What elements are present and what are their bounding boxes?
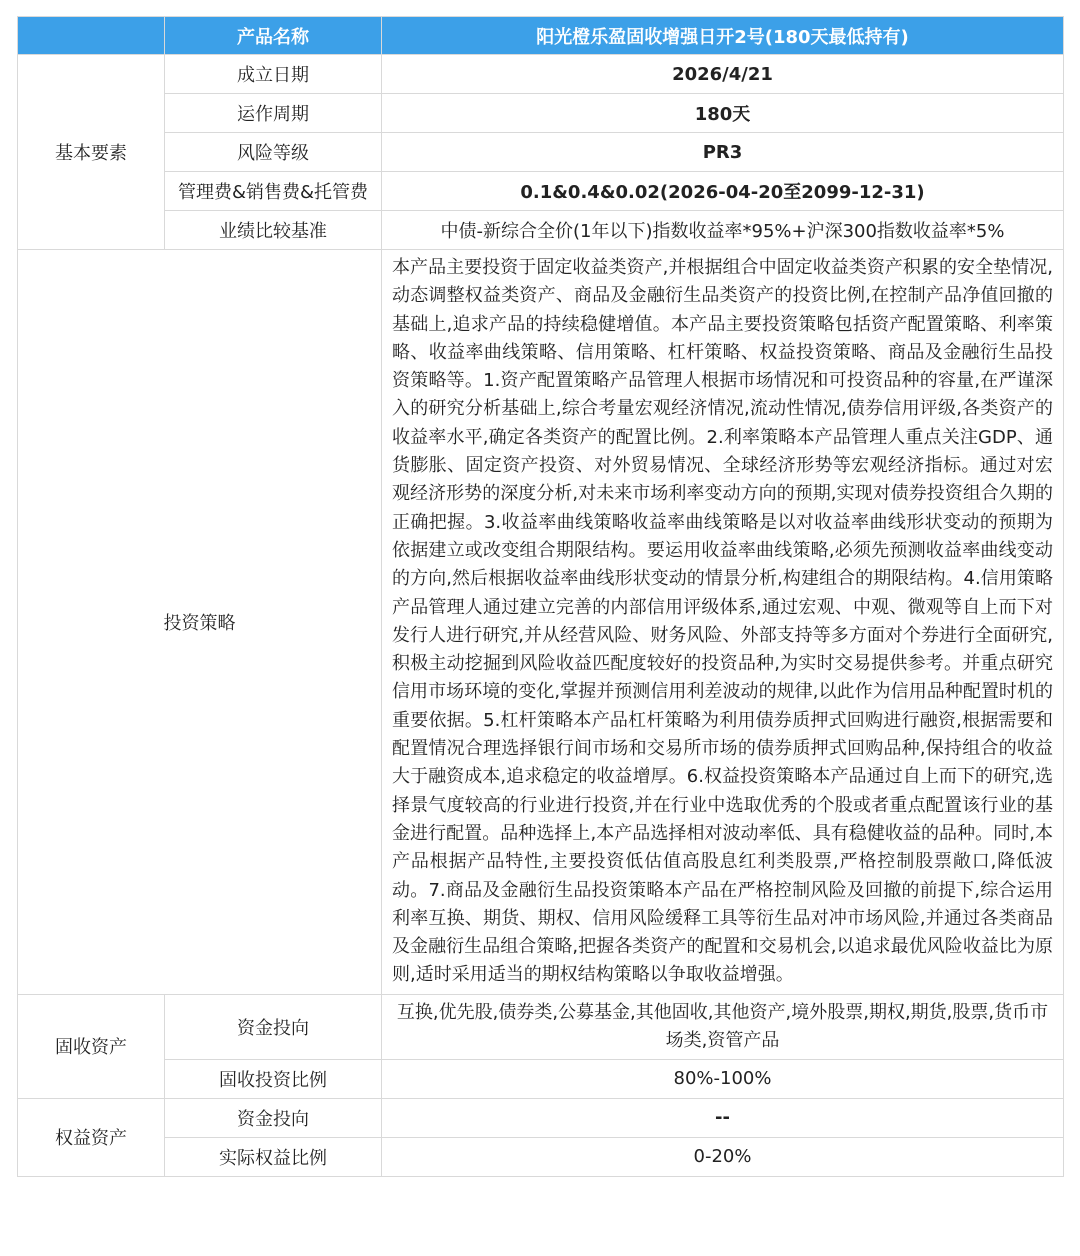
row-label: 业绩比较基准 [165, 211, 382, 250]
table-header-row [18, 17, 1064, 55]
row-value: 80%-100% [382, 1059, 1064, 1098]
table-row-strategy [18, 250, 1064, 995]
product-info-table [17, 16, 1064, 1177]
row-label: 实际权益比例 [165, 1137, 382, 1176]
row-label: 风险等级 [165, 133, 382, 172]
table-row [18, 55, 1064, 94]
group-equity-label: 权益资产 [18, 1098, 165, 1176]
group-fixed-income-label: 固收资产 [18, 994, 165, 1098]
group-basic-label: 基本要素 [18, 55, 165, 250]
row-label: 成立日期 [165, 55, 382, 94]
row-value: -- [382, 1098, 1064, 1137]
table-row [18, 94, 1064, 133]
row-value: 互换,优先股,债券类,公募基金,其他固收,其他资产,境外股票,期权,期货,股票,货币市场类,资管产品 [382, 994, 1064, 1059]
table-row [18, 1137, 1064, 1176]
row-value: 中债-新综合全价(1年以下)指数收益率*95%+沪深300指数收益率*5% [382, 211, 1064, 250]
row-label: 资金投向 [165, 1098, 382, 1137]
strategy-label: 投资策略 [18, 250, 382, 995]
table-row [18, 133, 1064, 172]
table-row [18, 172, 1064, 211]
row-value: 2026/4/21 [382, 55, 1064, 94]
header-product-name: 阳光橙乐盈固收增强日开2号(180天最低持有) [382, 17, 1064, 55]
row-label: 管理费&销售费&托管费 [165, 172, 382, 211]
strategy-text: 本产品主要投资于固定收益类资产,并根据组合中固定收益类资产积累的安全垫情况,动态调整权益类资产、商品及金融衍生品类资产的投资比例,在控制产品净值回撤的基础上,追求产品的持续稳健增值。本产品主要投资策略包括资产配置策略、利率策略、收益率曲线策略、信用策略、杠杆策略、权益投资策略、商品及金融衍生品投资策略等。1.资产配置策略产品管理人根据市场情况和可投资品种的容量,在严谨深入的研究分析基础上,综合考量宏观经济情况,流动性情况,债券信用评级,各类资产的收益率水平,确定各类资产的配置比例。2.利率策略本产品管理人重点关注GDP、通货膨胀、固定资产投资、对外贸易情况、全球经济形势等宏观经济指标。通过对宏观经济形势的深度分析,对未来市场利率变动方向的预期,实现对债券投资组合久期的正确把握。3.收益率曲线策略收益率曲线策略是以对收益率曲线形状变动的预期为依据建立或改变组合期限结构。要运用收益率曲线策略,必须先预测收益率曲线变动的方向,然后根据收益率曲线形状变动的情景分析,构建组合的期限结构。4.信用策略产品管理人通过建立完善的内部信用评级体系,通过宏观、中观、微观等自上而下对发行人进行研究,并从经营风险、财务风险、外部支持等多方面对个券进行全面研究,积极主动挖掘到风险收益匹配度较好的投资品种,为实时交易提供参考。并重点研究信用市场环境的变化,掌握并预测信用利差波动的规律,以此作为信用品种配置时机的重要依据。5.杠杆策略本产品杠杆策略为利用债券质押式回购进行融资,根据需要和配置情况合理选择银行间市场和交易所市场的债券质押式回购品种,保持组合的收益大于融资成本,追求稳定的收益增厚。6.权益投资策略本产品通过自上而下的研究,选择景气度较高的行业进行投资,并在行业中选取优秀的个股或者重点配置该行业的基金进行配置。品种选择上,本产品选择相对波动率低、具有稳健收益的品种。同时,本产品根据产品特性,主要投资低估值高股息红利类股票,严格控制股票敞口,降低波动。7.商品及金融衍生品投资策略本产品在严格控制风险及回撤的前提下,综合运用利率互换、期货、期权、信用风险缓释工具等衍生品对冲市场风险,并通过各类商品及金融衍生品组合策略,把握各类资产的配置和交易机会,以追求最优风险收益比为原则,适时采用适当的期权结构策略以争取收益增强。 [382, 250, 1064, 995]
table-row [18, 1098, 1064, 1137]
header-label: 产品名称 [165, 17, 382, 55]
row-label: 固收投资比例 [165, 1059, 382, 1098]
header-blank [18, 17, 165, 55]
row-value: 0-20% [382, 1137, 1064, 1176]
row-value: 0.1&0.4&0.02(2026-04-20至2099-12-31) [382, 172, 1064, 211]
row-label: 运作周期 [165, 94, 382, 133]
row-value: PR3 [382, 133, 1064, 172]
table-row [18, 994, 1064, 1059]
table-row [18, 1059, 1064, 1098]
row-value: 180天 [382, 94, 1064, 133]
table-row [18, 211, 1064, 250]
row-label: 资金投向 [165, 994, 382, 1059]
